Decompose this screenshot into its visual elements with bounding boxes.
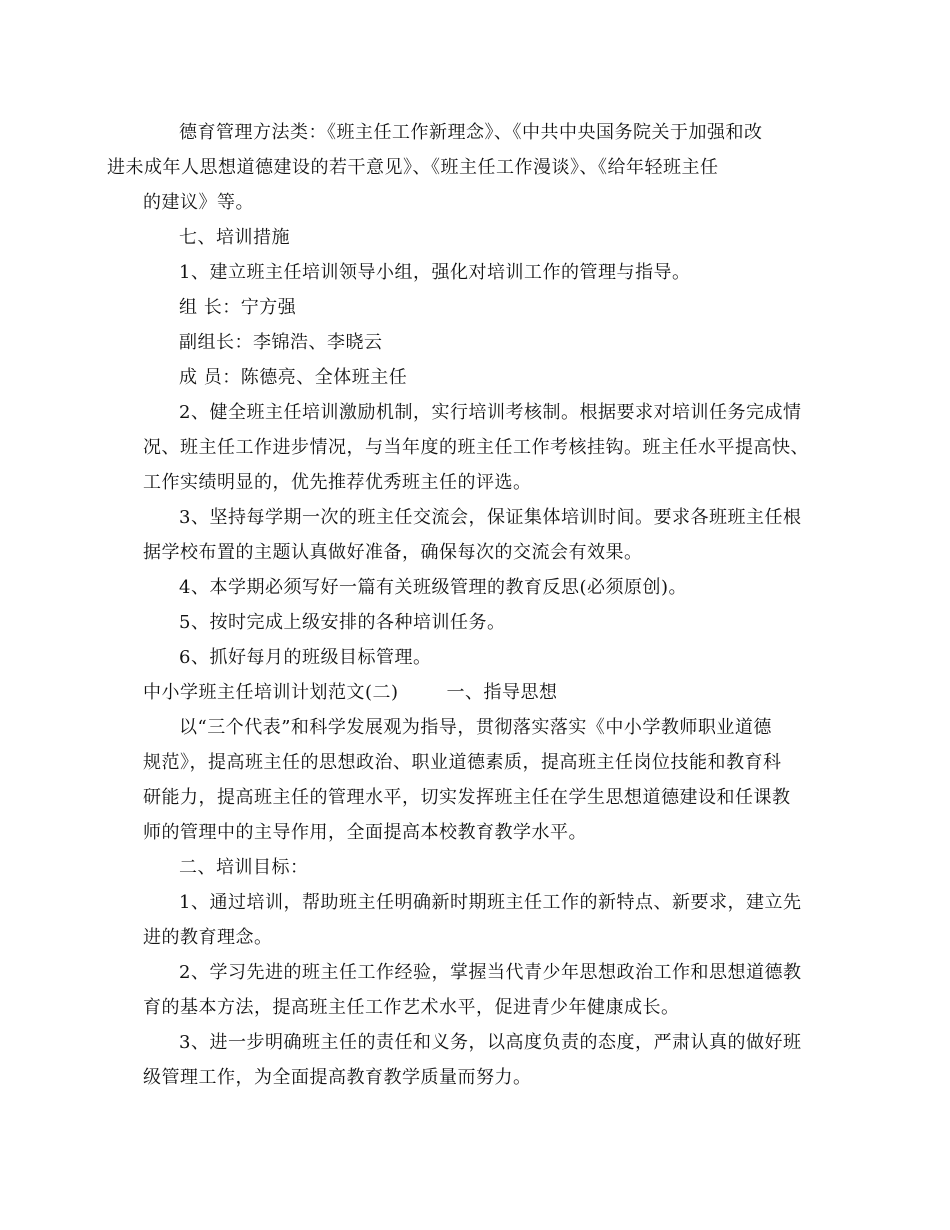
text-line: 德育管理方法类：《班主任工作新理念》、《中共中央国务院关于加强和改 bbox=[179, 122, 763, 143]
paragraph-measure-2 bbox=[143, 395, 811, 500]
text-line: 师的管理中的主导作用，全面提高本校教育教学水平。 bbox=[143, 822, 587, 843]
text-line: 二、培训目标： bbox=[179, 857, 309, 878]
text-line: 3、坚持每学期一次的班主任交流会，保证集体培训时间。要求各班班主任根 bbox=[179, 507, 802, 528]
paragraph-deputy-leader bbox=[143, 325, 811, 360]
text-line: 据学校布置的主题认真做好准备，确保每次的交流会有效果。 bbox=[143, 542, 643, 563]
document-body bbox=[107, 115, 811, 1095]
heading-training-measures bbox=[143, 220, 811, 255]
text-line: 以“三个代表”和科学发展观为指导，贯彻落实落实《中小学教师职业道德 bbox=[179, 717, 772, 738]
text-line: 研能力，提高班主任的管理水平，切实发挥班主任在学生思想道德建设和任课教 bbox=[143, 787, 791, 808]
text-line: 2、学习先进的班主任工作经验，掌握当代青少年思想政治工作和思想道德教 bbox=[179, 962, 802, 983]
text-line: 2、健全班主任培训激励机制，实行培训考核制。根据要求对培训任务完成情 bbox=[179, 402, 802, 423]
paragraph-moral-management-books bbox=[107, 115, 811, 220]
paragraph-guiding-ideology bbox=[143, 710, 811, 850]
paragraph-goal-2 bbox=[143, 955, 811, 1025]
text-line: 1、建立班主任培训领导小组，强化对培训工作的管理与指导。 bbox=[179, 262, 691, 283]
heading-training-goals bbox=[143, 850, 811, 885]
paragraph-goal-1 bbox=[143, 885, 811, 955]
text-line: 七、培训措施 bbox=[179, 227, 290, 248]
text-line: 进未成年人思想道德建设的若干意见》、《班主任工作漫谈》、《给年轻班主任 bbox=[107, 157, 719, 178]
text-line: 3、进一步明确班主任的责任和义务，以高度负责的态度，严肃认真的做好班 bbox=[179, 1032, 802, 1053]
section-subtitle: 一、指导思想 bbox=[446, 682, 558, 703]
text-line: 1、通过培训，帮助班主任明确新时期班主任工作的新特点、新要求，建立先 bbox=[179, 892, 802, 913]
text-line: 况、班主任工作进步情况，与当年度的班主任工作考核挂钩。班主任水平提高快、 bbox=[143, 437, 809, 458]
paragraph-group-leader bbox=[143, 290, 811, 325]
paragraph-goal-3 bbox=[143, 1025, 811, 1095]
text-line: 副组长：李锦浩、李晓云 bbox=[179, 332, 383, 353]
text-line: 进的教育理念。 bbox=[143, 927, 273, 948]
text-line: 级管理工作，为全面提高教育教学质量而努力。 bbox=[143, 1067, 532, 1088]
paragraph-measure-1 bbox=[143, 255, 811, 290]
paragraph-measure-3 bbox=[143, 500, 811, 570]
paragraph-measure-5 bbox=[143, 605, 811, 640]
paragraph-measure-4 bbox=[143, 570, 811, 605]
text-line: 的建议》等。 bbox=[143, 192, 254, 213]
paragraph-members bbox=[143, 360, 811, 395]
text-line: 工作实绩明显的，优先推荐优秀班主任的评选。 bbox=[143, 472, 532, 493]
text-line: 规范》，提高班主任的思想政治、职业道德素质，提高班主任岗位技能和教育科 bbox=[143, 752, 782, 773]
text-line: 成 员：陈德亮、全体班主任 bbox=[179, 367, 408, 388]
text-line: 4、本学期必须写好一篇有关班级管理的教育反思(必须原创)。 bbox=[179, 577, 687, 598]
text-line: 5、按时完成上级安排的各种培训任务。 bbox=[179, 612, 506, 633]
text-line: 组 长：宁方强 bbox=[179, 297, 297, 318]
text-line: 6、抓好每月的班级目标管理。 bbox=[179, 647, 432, 668]
paragraph-measure-6 bbox=[143, 640, 811, 675]
text-line: 育的基本方法，提高班主任工作艺术水平，促进青少年健康成长。 bbox=[143, 997, 680, 1018]
section-heading bbox=[143, 675, 811, 710]
section-title: 中小学班主任培训计划范文(二) bbox=[143, 682, 399, 703]
